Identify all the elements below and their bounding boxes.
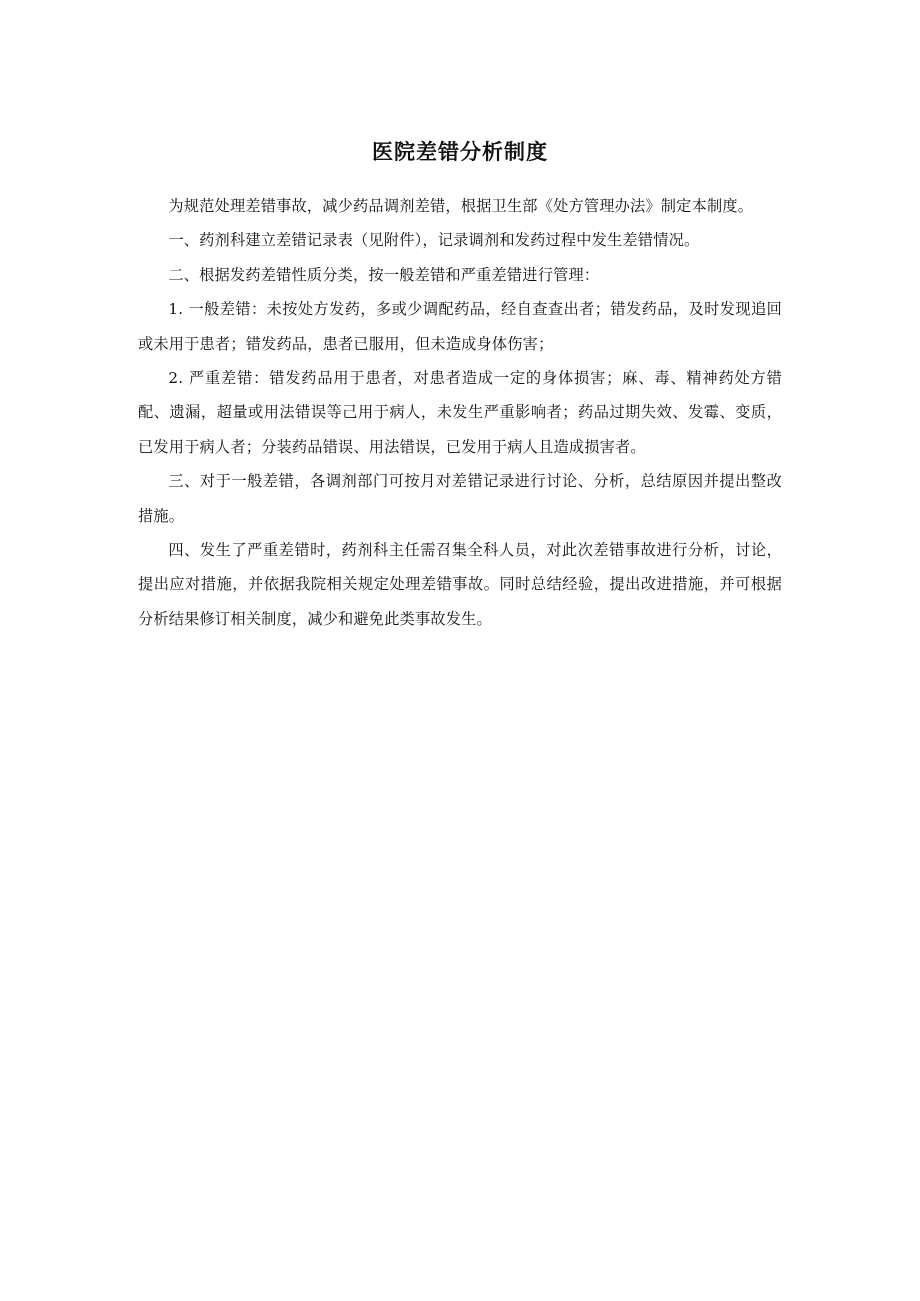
- paragraph-section-1: 一、药剂科建立差错记录表（见附件），记录调剂和发药过程中发生差错情况。: [168, 231, 700, 250]
- paragraph-section-2: 二、根据发药差错性质分类，按一般差错和严重差错进行管理：: [168, 265, 600, 284]
- document-body: [138, 189, 782, 636]
- paragraph-intro: 为规范处理差错事故，减少药品调剂差错，根据卫生部《处方管理办法》制定本制度。: [168, 197, 754, 215]
- paragraph-section-3: 三、对于一般差错，各调剂部门可按月对差错记录进行讨论、分析，总结原因并提出整改措施。: [138, 472, 782, 525]
- document-title: 医院差错分析制度: [372, 140, 548, 164]
- paragraph-serious-error: 2. 严重差错：错发药品用于患者，对患者造成一定的身体损害；麻、毒、精神药处方错配、遗漏，超量或用法错误等己用于病人，未发生严重影响者；药品过期失效、发霉、变质，已发用于病人者；分装药品错误、用法错误，已发用于病人且造成损害者。: [138, 369, 782, 456]
- paragraph-general-error: 1. 一般差错：未按处方发药，多或少调配药品，经自查查出者；错发药品，及时发现追回或未用于患者；错发药品，患者已服用，但未造成身体伤害；: [138, 300, 782, 353]
- paragraph-section-4: 四、发生了严重差错时，药剂科主任需召集全科人员，对此次差错事故进行分析，讨论，提出应对措施，并依据我院相关规定处理差错事故。同时总结经验，提出改进措施，并可根据分析结果修订相关制度，减少和避免此类事故发生。: [138, 541, 782, 628]
